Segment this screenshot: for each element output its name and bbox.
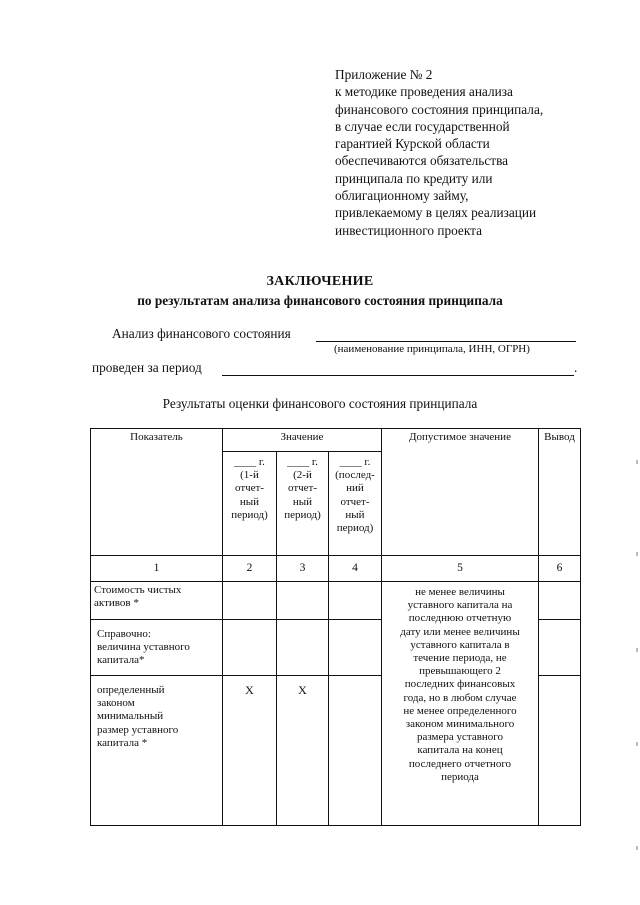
column-number: 4 bbox=[329, 556, 382, 582]
column-number: 1 bbox=[91, 556, 223, 582]
period-end-dot: . bbox=[574, 360, 578, 375]
column-number: 3 bbox=[277, 556, 329, 582]
header-indicator: Показатель bbox=[91, 429, 223, 556]
value-cell[interactable] bbox=[329, 676, 382, 826]
period-label: проведен за период bbox=[92, 360, 202, 375]
results-table bbox=[90, 428, 581, 826]
column-number: 6 bbox=[539, 556, 581, 582]
table-row bbox=[91, 582, 581, 620]
appendix-line: привлекаемому в целях реализации bbox=[335, 205, 537, 221]
appendix-line: принципала по кредиту или bbox=[335, 170, 493, 186]
column-number: 5 bbox=[382, 556, 539, 582]
analysis-label: Анализ финансового состояния bbox=[112, 326, 291, 341]
scan-artifact bbox=[636, 460, 638, 464]
scan-artifact bbox=[636, 742, 638, 746]
allowed-value-text: не менее величины уставного капитала на последнюю отчетную дату или менее величины уставного капитала в течение периода, не превышающего 2 последних финансовых года, но в любом случае не менее определенного законом минимального размера уставного капитала на конец последнего отчетного периода bbox=[382, 582, 539, 826]
value-cell[interactable] bbox=[277, 620, 329, 676]
appendix-line: гарантией Курской области bbox=[335, 136, 490, 152]
scan-artifact bbox=[636, 552, 638, 556]
appendix-line: обеспечиваются обязательства bbox=[335, 153, 509, 169]
scan-artifact bbox=[636, 648, 638, 652]
conclusion-cell[interactable] bbox=[539, 676, 581, 826]
header-conclusion: Вывод bbox=[539, 429, 581, 556]
appendix-line: финансового состояния принципала, bbox=[335, 101, 544, 117]
appendix-line: инвестиционного проекта bbox=[335, 222, 482, 238]
conclusion-cell[interactable] bbox=[539, 582, 581, 620]
row-indicator-share-capital: Справочно: величина уставного капитала* bbox=[91, 620, 223, 676]
document-subtitle: по результатам анализа финансового состояния принципала bbox=[137, 293, 503, 308]
principal-hint: (наименование принципала, ИНН, ОГРН) bbox=[334, 343, 530, 355]
table-caption: Результаты оценки финансового состояния принципала bbox=[162, 396, 478, 411]
period-blank-line[interactable] bbox=[222, 375, 574, 376]
value-cell-crossed: X bbox=[277, 676, 329, 826]
conclusion-cell[interactable] bbox=[539, 620, 581, 676]
appendix-line: к методике проведения анализа bbox=[335, 84, 513, 100]
header-period-3: ____ г. (послед- ний отчет- ный период) bbox=[329, 452, 382, 556]
scan-artifact bbox=[636, 846, 638, 850]
header-period-2: ____ г. (2-й отчет- ный период) bbox=[277, 452, 329, 556]
document-title: ЗАКЛЮЧЕНИЕ bbox=[266, 274, 374, 289]
value-cell[interactable] bbox=[329, 620, 382, 676]
column-number: 2 bbox=[223, 556, 277, 582]
value-cell[interactable] bbox=[223, 582, 277, 620]
row-indicator-net-assets: Стоимость чистых активов * bbox=[91, 582, 223, 620]
value-cell-crossed: X bbox=[223, 676, 277, 826]
header-period-1: ____ г. (1-й отчет- ный период) bbox=[223, 452, 277, 556]
value-cell[interactable] bbox=[329, 582, 382, 620]
appendix-line: облигационному займу, bbox=[335, 188, 469, 204]
header-allowed: Допустимое значение bbox=[382, 429, 539, 556]
appendix-line: в случае если государственной bbox=[335, 118, 510, 134]
header-value: Значение bbox=[223, 429, 382, 452]
principal-blank-line[interactable] bbox=[316, 341, 576, 342]
appendix-line: Приложение № 2 bbox=[335, 67, 433, 82]
row-indicator-min-capital: определенный законом минимальный размер уставного капитала * bbox=[91, 676, 223, 826]
value-cell[interactable] bbox=[277, 582, 329, 620]
value-cell[interactable] bbox=[223, 620, 277, 676]
appendix-header bbox=[335, 66, 635, 239]
